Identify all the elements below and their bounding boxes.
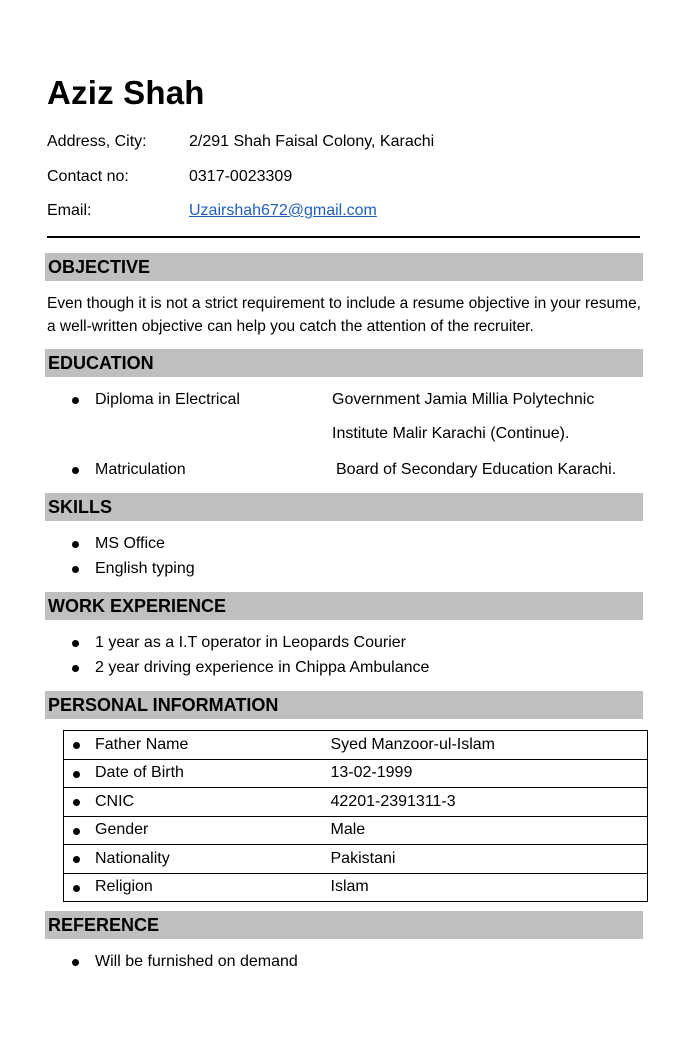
personal-label: Nationality bbox=[95, 849, 170, 867]
section-skills: SKILLS bbox=[45, 493, 643, 521]
section-reference: REFERENCE bbox=[45, 911, 643, 939]
bullet-icon bbox=[72, 566, 79, 573]
personal-label: Gender bbox=[95, 821, 149, 839]
header-divider bbox=[47, 236, 640, 238]
personal-label: Date of Birth bbox=[95, 764, 184, 782]
bullet-icon bbox=[72, 665, 79, 672]
personal-value: Pakistani bbox=[330, 849, 396, 867]
section-personal-information: PERSONAL INFORMATION bbox=[45, 691, 643, 719]
education-institute-1b: Institute Malir Karachi (Continue). bbox=[332, 425, 570, 442]
reference-item: Will be furnished on demand bbox=[95, 953, 298, 970]
bullet-icon bbox=[72, 467, 79, 474]
table-row bbox=[64, 788, 648, 817]
section-education: EDUCATION bbox=[45, 349, 643, 377]
email-label: Email: bbox=[47, 202, 92, 219]
section-objective: OBJECTIVE bbox=[45, 253, 643, 281]
phone-value: 0317-0023309 bbox=[189, 168, 293, 185]
education-degree-1: Diploma in Electrical bbox=[95, 391, 240, 408]
skill-item: MS Office bbox=[95, 535, 165, 552]
personal-label: Religion bbox=[95, 878, 153, 896]
personal-value: Male bbox=[330, 821, 366, 839]
education-institute-2: Board of Secondary Education Karachi. bbox=[336, 461, 617, 478]
bullet-icon bbox=[73, 885, 80, 892]
table-row bbox=[64, 845, 648, 874]
bullet-icon bbox=[73, 742, 80, 749]
table-row bbox=[64, 759, 648, 788]
bullet-icon bbox=[73, 828, 80, 835]
education-institute-1a: Government Jamia Millia Polytechnic bbox=[332, 391, 595, 408]
personal-value: Islam bbox=[330, 878, 369, 896]
table-row bbox=[64, 873, 648, 902]
work-item: 2 year driving experience in Chippa Ambulance bbox=[95, 659, 430, 676]
bullet-icon bbox=[72, 640, 79, 647]
objective-text: Even though it is not a strict requirement to include a resume objective in your resume, a well-written objective can help you catch the attention of the recruiter. bbox=[47, 295, 641, 335]
address-label: Address, City: bbox=[47, 133, 147, 150]
education-degree-2: Matriculation bbox=[95, 461, 186, 478]
personal-value: Syed Manzoor-ul-Islam bbox=[330, 735, 495, 753]
bullet-icon bbox=[73, 856, 80, 863]
bullet-icon bbox=[73, 799, 80, 806]
bullet-icon bbox=[72, 397, 79, 404]
phone-label: Contact no: bbox=[47, 168, 129, 185]
address-value: 2/291 Shah Faisal Colony, Karachi bbox=[189, 133, 435, 150]
personal-info-table bbox=[63, 730, 648, 902]
work-item: 1 year as a I.T operator in Leopards Courier bbox=[95, 634, 406, 651]
bullet-icon bbox=[72, 541, 79, 548]
bullet-icon bbox=[73, 771, 80, 778]
personal-value: 42201-2391311-3 bbox=[330, 792, 456, 810]
table-row bbox=[64, 816, 648, 845]
section-work-experience: WORK EXPERIENCE bbox=[45, 592, 643, 620]
email-link[interactable]: Uzairshah672@gmail.com bbox=[189, 202, 377, 219]
person-name: Aziz Shah bbox=[47, 74, 205, 111]
personal-label: Father Name bbox=[95, 735, 189, 753]
personal-label: CNIC bbox=[95, 792, 135, 810]
bullet-icon bbox=[72, 959, 79, 966]
personal-value: 13-02-1999 bbox=[330, 764, 413, 782]
skill-item: English typing bbox=[95, 560, 195, 577]
table-row bbox=[64, 731, 648, 760]
